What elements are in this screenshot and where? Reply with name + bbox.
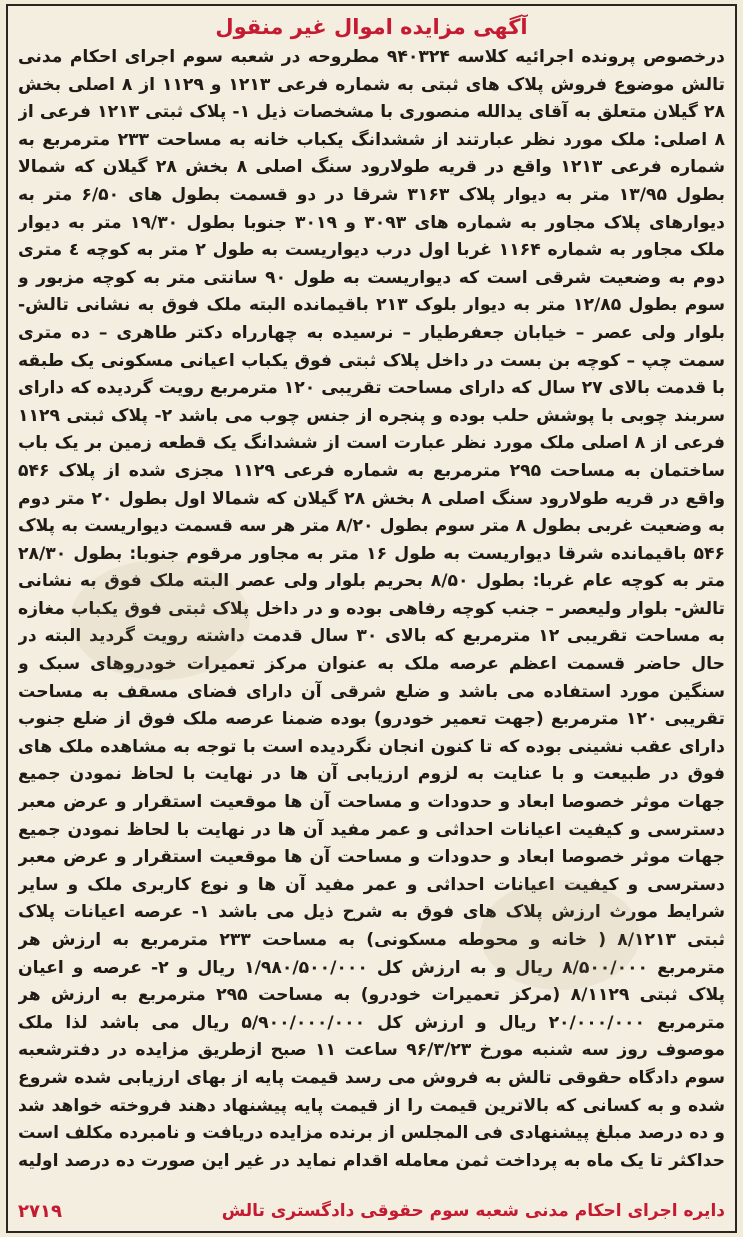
notice-body: درخصوص پرونده اجرائیه کلاسه ۹۴۰۳۲۴ مطروحه در شعبه سوم اجرای احکام مدنی تالش موضوع فروش پلاک های ثبتی به شماره فرعی ۱۲۱۳ و ۱۱۲۹ از ۸ اصلی بخش ۲۸ گیلان متعلق به آقای یدالله منصوری با مشخصات ذیل ۱- پلاک ثبتی ۱۲۱۳ فرعی از ۸ اصلی: ملک مورد نظر عبارتند از ششدانگ یکباب خانه به مساحت ۲۳۳ مترمربع به شماره فرعی ۱۲۱۳ واقع در قریه طولارود سنگ اصلی ۸ بخش ۲۸ گیلان که شمالا بطول ۱۳/۹۵ متر به دیوار پلاک ۳۱۶۳ شرقا در دو قسمت بطول های ۶/۵۰ متر به دیوارهای پلاک مجاور به شماره های ۳۰۹۳ و ۳۰۱۹ جنوبا بطول ۱۹/۳۰ متر به دیوار ملک مجاور به شماره ۱۱۶۴ غربا اول درب دیواریست به طول ۲ متر به کوچه ٤ متری دوم به وضعیت شرقی است که دیواریست به طول ۹۰ سانتی متر به کوچه مزبور و سوم بطول ۱۲/۸۵ متر به دیوار بلوک ۲۱۳ باقیمانده البته ملک فوق به نشانی تالش- بلوار ولی عصر – خیابان جعفرطیار – نرسیده به چهارراه دکتر طاهری – ده متری سمت چپ – کوچه بن بست در داخل پلاک ثبتی فوق یکباب اعیانی مسکونی یک طبقه با قدمت بالای ۲۷ سال که دارای مساحت تقریبی ۱۲۰ مترمربع رویت گردیده که دارای سربند چوبی با پوشش حلب بوده و پنجره از جنس چوب می باشد ۲- پلاک ثبتی ۱۱۲۹ فرعی از ۸ اصلی ملک مورد نظر عبارت است از ششدانگ یک قطعه زمین بر یک باب ساختمان به مساحت ۲۹۵ مترمربع به شماره فرعی ۱۱۲۹ مجزی شده از پلاک ۵۴۶ واقع در قریه طولارود سنگ اصلی ۸ بخش ۲۸ گیلان که شمالا اول بطول ۲۰ متر دوم به وضعیت غربی بطول ۸ متر سوم بطول ۸/۲۰ متر هر سه قسمت دیواریست به پلاک ۵۴۶ باقیمانده شرقا دیواریست به طول ۱۶ متر به مجاور مرقوم جنوبا: بطول ۲۸/۳۰ متر به کوچه عام غربا: بطول ۸/۵۰ بحریم بلوار ولی عصر البته ملک فوق به نشانی تالش- بلوار ولیعصر – جنب کوچه رفاهی بوده و در داخل پلاک ثبتی فوق یکباب مغازه به مساحت تقریبی ۱۲ مترمربع که بالای ۳۰ سال قدمت داشته رویت گردید البته در حال حاضر قسمت اعظم عرصه ملک به عنوان مرکز تعمیرات خودروهای سبک و سنگین مورد استفاده می باشد و ضلع شرقی آن دارای فضای مسقف به مساحت تقریبی ۱۲۰ مترمربع (جهت تعمیر خودرو) بوده ضمنا عرصه ملک فوق از ضلع جنوب دارای عقب نشینی بوده که تا کنون انجان نگردیده است با توجه به مشاهده ملک های فوق در طبیعت و با عنایت به لزوم ارزیابی آن ها در نهایت با لحاظ نمودن جمیع جهات موثر خصوصا ابعاد و حدودات و مساحت آن ها موقعیت استقرار و عرض معبر دسترسی و کیفیت اعیانات احداثی و عمر مفید آن ها در نهایت با لحاظ نمودن جمیع جهات موثر خصوصا ابعاد و حدودات و مساحت آن ها موقعیت استقرار و عرض معبر دسترسی و کیفیت اعیانات احداثی و عمر مفید آن ها و نوع کاربری ملک و سایر شرایط مورث ارزش پلاک های فوق به شرح ذیل می باشد ۱- عرصه اعیانات پلاک ثبتی ۸/۱۲۱۳ ( خانه و محوطه مسکونی) به مساحت ۲۳۳ مترمربع به ارزش هر مترمربع ۸/۵۰۰/۰۰۰ ریال و به ارزش کل ۱/۹۸۰/۵۰۰/۰۰۰ ریال و ۲- عرصه و اعیان پلاک ثبتی ۸/۱۱۲۹ (مرکز تعمیرات خودرو) به مساحت ۲۹۵ مترمربع به ارزش هر مترمربع ۲۰/۰۰۰/۰۰۰ ریال و ارزش کل ۵/۹۰۰/۰۰۰/۰۰۰ ریال می باشد لذا ملک موصوف روز سه شنبه مورخ ۹۶/۳/۲۳ ساعت ۱۱ صبح ازطریق مزایده در دفترشعبه سوم دادگاه حقوقی تالش به فروش می رسد قیمت پایه از بهای ارزیابی شده شروع شده و به کسانی که بالاترین قیمت را از قیمت پایه پیشنهاد دهند فروخته خواهد شد و ده درصد مبلغ پیشنهادی فی المجلس از برنده مزایده دریافت و نامبرده مکلف است حداکثر تا یک ماه به پرداخت ثمن معامله اقدام نماید در غیر این صورت ده درصد اولیه: [18, 47, 725, 1171]
notice-footer: [18, 1199, 725, 1223]
notice-title: آگهی مزایده اموال غیر منقول: [215, 15, 528, 39]
issuing-office: دایره اجرای احکام مدنی شعبه سوم حقوقی دادگستری تالش: [221, 1201, 725, 1221]
notice-code: ۲۷۱۹: [18, 1200, 62, 1222]
notice-page: [6, 4, 737, 1233]
